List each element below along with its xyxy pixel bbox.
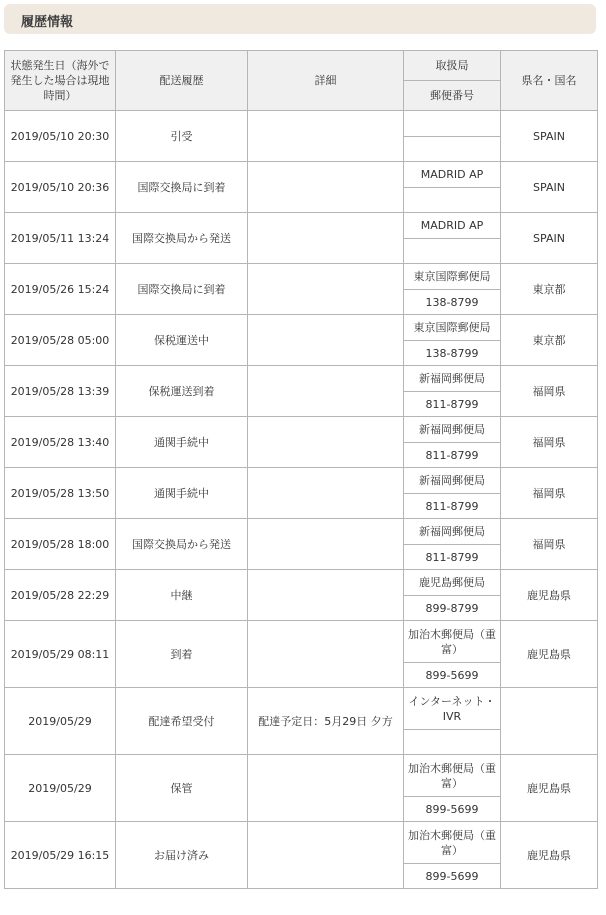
table-row [5,822,598,864]
cell-region: 東京都 [501,315,598,366]
table-row [5,315,598,341]
cell-office: 新福岡郵便局 [404,519,501,545]
cell-datetime: 2019/05/28 13:39 [5,366,116,417]
table-row [5,468,598,494]
cell-status: 国際交換局から発送 [116,519,248,570]
cell-office: 新福岡郵便局 [404,468,501,494]
cell-region: 福岡県 [501,366,598,417]
cell-region: SPAIN [501,111,598,162]
cell-status: 保税運送到着 [116,366,248,417]
cell-postal: 138-8799 [404,341,501,366]
cell-detail [248,621,404,688]
cell-postal: 811-8799 [404,494,501,519]
cell-region: 鹿児島県 [501,822,598,889]
cell-datetime: 2019/05/29 [5,755,116,822]
cell-detail [248,366,404,417]
cell-postal [404,188,501,213]
cell-datetime: 2019/05/28 22:29 [5,570,116,621]
cell-office [404,111,501,137]
cell-region: 東京都 [501,264,598,315]
cell-postal: 899-5699 [404,797,501,822]
section-title: 履歴情報 [21,15,74,30]
history-table [4,50,598,889]
cell-detail: 配達予定日：5月29日 夕方 [248,688,404,755]
cell-detail [248,264,404,315]
cell-detail [248,755,404,822]
cell-status: 中継 [116,570,248,621]
cell-datetime: 2019/05/29 16:15 [5,822,116,889]
cell-detail [248,111,404,162]
section-header [4,4,596,34]
cell-office: 鹿児島郵便局 [404,570,501,596]
cell-status: 到着 [116,621,248,688]
cell-office: 新福岡郵便局 [404,417,501,443]
cell-postal: 811-8799 [404,392,501,417]
cell-postal: 899-5699 [404,663,501,688]
table-row [5,688,598,730]
table-row [5,519,598,545]
cell-region: 鹿児島県 [501,755,598,822]
cell-office: 加治木郵便局（重富） [404,822,501,864]
cell-office: 新福岡郵便局 [404,366,501,392]
cell-region: 福岡県 [501,417,598,468]
cell-status: 国際交換局から発送 [116,213,248,264]
col-header-datetime: 状態発生日（海外で発生した場合は現地時間） [5,51,116,111]
cell-status: 配達希望受付 [116,688,248,755]
cell-status: 引受 [116,111,248,162]
cell-datetime: 2019/05/29 08:11 [5,621,116,688]
cell-office: 加治木郵便局（重富） [404,755,501,797]
cell-detail [248,519,404,570]
col-header-detail: 詳細 [248,51,404,111]
cell-datetime: 2019/05/10 20:30 [5,111,116,162]
cell-region [501,688,598,755]
cell-office: インターネット・IVR [404,688,501,730]
cell-detail [248,822,404,889]
cell-datetime: 2019/05/28 05:00 [5,315,116,366]
cell-detail [248,417,404,468]
cell-status: お届け済み [116,822,248,889]
cell-status: 通関手続中 [116,468,248,519]
cell-office: 加治木郵便局（重富） [404,621,501,663]
cell-postal [404,730,501,755]
col-header-region: 県名・国名 [501,51,598,111]
table-row [5,162,598,188]
table-row [5,755,598,797]
cell-postal: 811-8799 [404,443,501,468]
cell-postal [404,137,501,162]
cell-postal: 899-8799 [404,596,501,621]
cell-region: 鹿児島県 [501,621,598,688]
table-row [5,570,598,596]
cell-region: 福岡県 [501,519,598,570]
cell-status: 保管 [116,755,248,822]
table-row [5,417,598,443]
col-header-status: 配送履歴 [116,51,248,111]
cell-office: MADRID AP [404,162,501,188]
cell-datetime: 2019/05/11 13:24 [5,213,116,264]
cell-detail [248,468,404,519]
cell-datetime: 2019/05/26 15:24 [5,264,116,315]
table-row [5,111,598,137]
cell-office: 東京国際郵便局 [404,264,501,290]
cell-status: 国際交換局に到着 [116,264,248,315]
cell-status: 保税運送中 [116,315,248,366]
cell-postal: 899-5699 [404,864,501,889]
table-row [5,213,598,239]
cell-detail [248,570,404,621]
cell-datetime: 2019/05/10 20:36 [5,162,116,213]
cell-office: 東京国際郵便局 [404,315,501,341]
table-row [5,366,598,392]
cell-region: 福岡県 [501,468,598,519]
cell-datetime: 2019/05/28 13:40 [5,417,116,468]
cell-region: SPAIN [501,162,598,213]
col-header-postal: 郵便番号 [404,81,501,111]
col-header-office: 取扱局 [404,51,501,81]
cell-detail [248,315,404,366]
cell-region: SPAIN [501,213,598,264]
cell-office: MADRID AP [404,213,501,239]
cell-postal: 811-8799 [404,545,501,570]
table-row [5,264,598,290]
cell-detail [248,213,404,264]
cell-datetime: 2019/05/29 [5,688,116,755]
cell-region: 鹿児島県 [501,570,598,621]
cell-postal: 138-8799 [404,290,501,315]
cell-datetime: 2019/05/28 13:50 [5,468,116,519]
cell-datetime: 2019/05/28 18:00 [5,519,116,570]
cell-status: 国際交換局に到着 [116,162,248,213]
cell-postal [404,239,501,264]
table-row [5,621,598,663]
cell-status: 通関手続中 [116,417,248,468]
cell-detail [248,162,404,213]
